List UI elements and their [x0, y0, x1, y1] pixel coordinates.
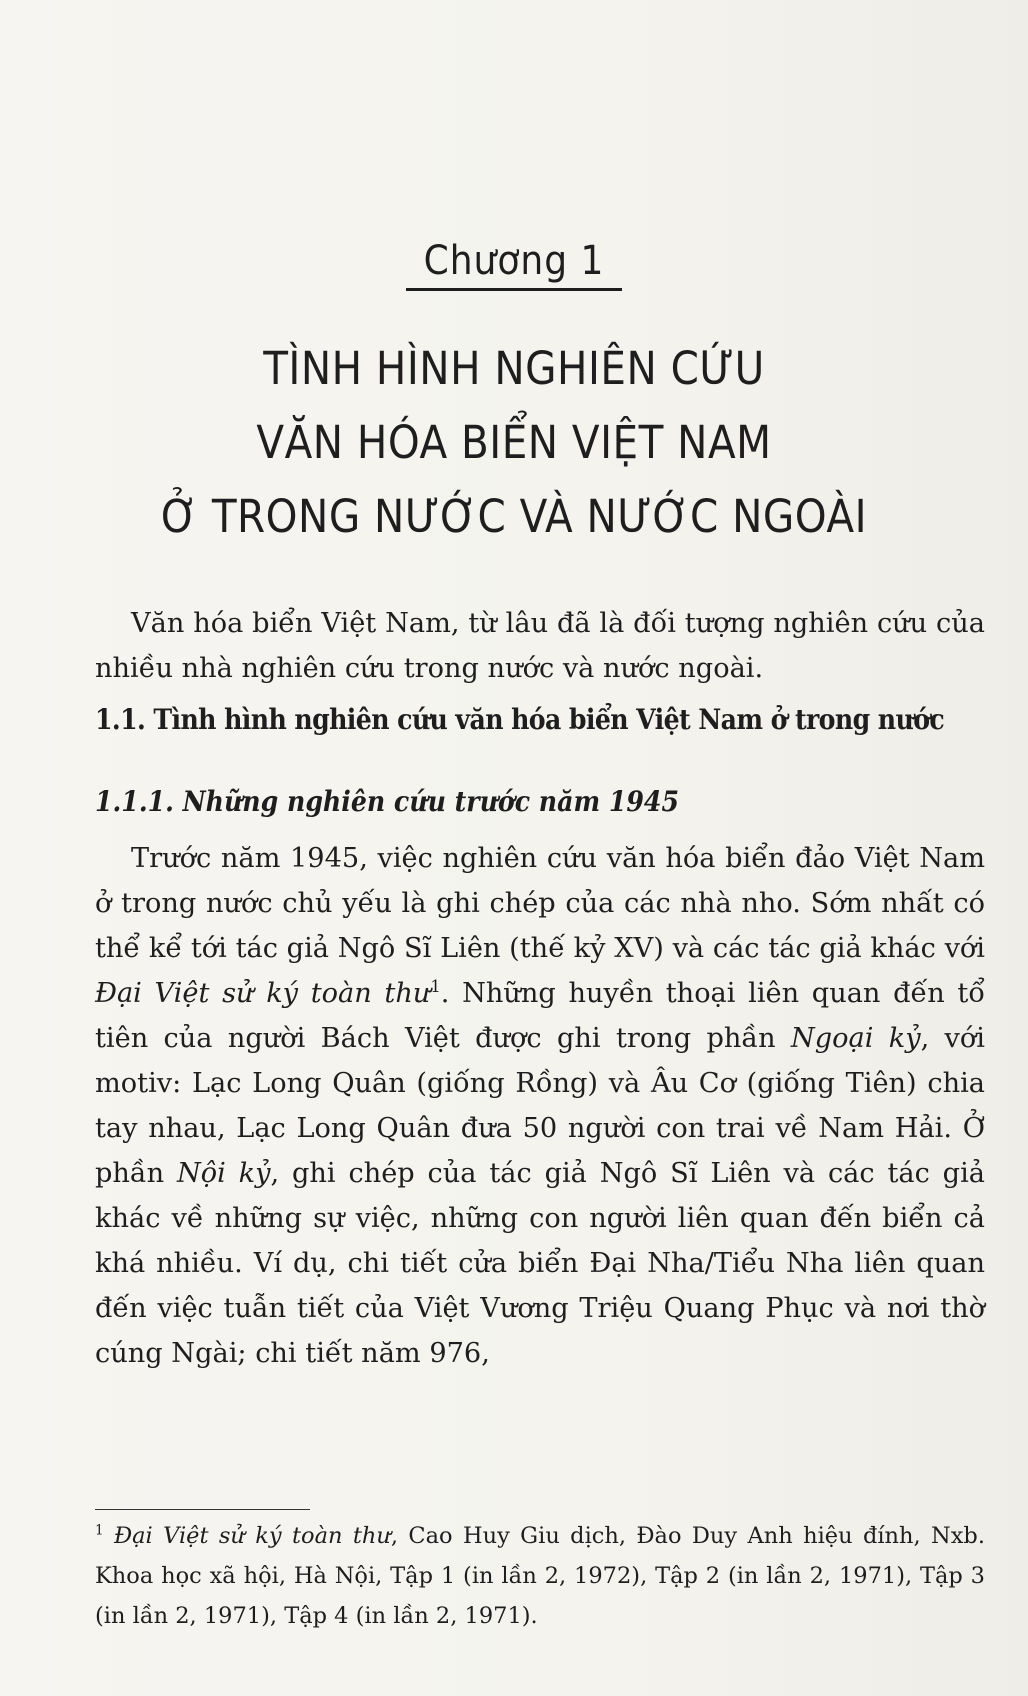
- noi-ky-italic: Nội kỷ: [176, 1158, 271, 1189]
- footnote-title-italic: Đại Việt sử ký toàn thư: [113, 1523, 391, 1549]
- body-text-1: Trước năm 1945, việc nghiên cứu văn hóa biển đảo Việt Nam ở trong nước chủ yếu là ghi chép của các nhà nho. Sớm nhất có thể kể tới tác giả Ngô Sĩ Liên (thế kỷ XV) và các tác giả khác với: [95, 843, 985, 964]
- body-paragraph: [95, 836, 985, 1376]
- footnote-reference[interactable]: 1: [430, 976, 441, 996]
- intro-paragraph: [95, 601, 985, 691]
- section-heading-1-1-1: 1.1.1. Những nghiên cứu trước năm 1945: [95, 785, 679, 818]
- chapter-label: [0, 238, 1028, 291]
- chapter-title: [60, 332, 968, 554]
- chapter-title-line-2: VĂN HÓA BIỂN VIỆT NAM: [256, 416, 772, 469]
- footnote: [95, 1516, 985, 1636]
- body-text-2: . Những huyền thoại liên quan đến tổ tiên của người Bách Việt được ghi trong phần: [95, 978, 985, 1054]
- chapter-title-line-3: Ở TRONG NƯỚC VÀ NƯỚC NGOÀI: [161, 490, 867, 543]
- body-text-3: , với motiv: Lạc Long Quân (giống Rồng) và Âu Cơ (giống Tiên) chia tay nhau, Lạc Long Quân đưa 50 người con trai về Nam Hải. Ở phần: [95, 1023, 985, 1189]
- ngoai-ky-italic: Ngoại kỷ: [790, 1023, 921, 1054]
- body-paragraph-text: [95, 836, 985, 1376]
- body-text-4: , ghi chép của tác giả Ngô Sĩ Liên và các tác giả khác về những sự việc, những con người liên quan đến biển cả khá nhiều. Ví dụ, chi tiết cửa biển Đại Nha/Tiểu Nha liên quan đến việc tuẫn tiết của Việt Vương Triệu Quang Phục và nơi thờ cúng Ngài; chi tiết năm 976,: [95, 1158, 985, 1369]
- book-title-italic: Đại Việt sử ký toàn thư: [95, 978, 431, 1009]
- chapter-label-text: Chương 1: [406, 238, 623, 291]
- chapter-title-line-1: TÌNH HÌNH NGHIÊN CỨU: [263, 342, 765, 395]
- footnote-divider: [95, 1509, 310, 1510]
- footnote-text: , Cao Huy Giu dịch, Đào Duy Anh hiệu đính, Nxb. Khoa học xã hội, Hà Nội, Tập 1 (in lần 2, 1972), Tập 2 (in lần 2, 1971), Tập 3 (in lần 2, 1971), Tập 4 (in lần 2, 1971).: [95, 1523, 985, 1629]
- footnote-mark: 1: [95, 1522, 104, 1539]
- section-heading-1-1: 1.1. Tình hình nghiên cứu văn hóa biển Việt Nam ở trong nước: [95, 703, 945, 736]
- intro-text: Văn hóa biển Việt Nam, từ lâu đã là đối tượng nghiên cứu của nhiều nhà nghiên cứu trong nước và nước ngoài.: [95, 608, 985, 684]
